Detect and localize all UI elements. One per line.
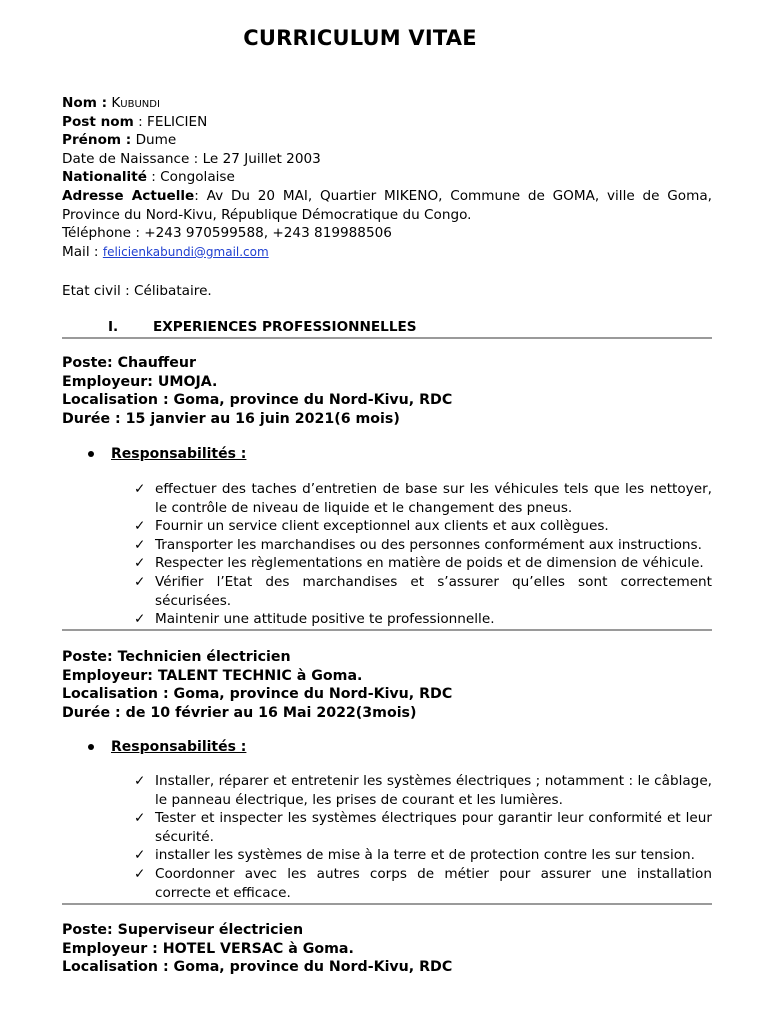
job-1-employeur: Employeur: UMOJA. [62,373,218,390]
job-2-resp-label: Responsabilités : [111,739,247,755]
naissance-line: Date de Naissance : Le 27 Juillet 2003 [62,150,321,167]
prenom-line [62,131,712,150]
job-2-localisation: Localisation : Goma, province du Nord-Kivu, RDC [62,686,453,703]
mail-line [62,243,712,262]
checkmark-icon: ✓ [134,518,146,535]
checkmark-icon: ✓ [134,847,146,864]
postnom-label: Post nom [62,113,134,130]
job-3-localisation: Localisation : Goma, province du Nord-Kivu, RDC [62,959,453,976]
adresse-value: : Av Du 20 MAI, Quartier MIKENO, Commune de GOMA, ville de Goma, Province du Nord-Kivu, République Démocratique du Congo. [62,187,712,223]
prenom-label: Prénom : [62,132,132,149]
bullet-icon [88,744,94,750]
checkmark-icon: ✓ [134,536,146,553]
job-2-duties-list [134,772,712,902]
section-title: EXPERIENCES PROFESSIONNELLES [153,319,417,335]
bullet-icon [88,451,94,457]
nom-line [62,94,712,113]
job-1-resp-label: Responsabilités : [111,446,247,462]
job-2-duree: Durée : de 10 février au 16 Mai 2022(3mois) [62,704,417,721]
email-link[interactable]: felicienkabundi@gmail.com [102,244,269,259]
nom-label: Nom : [62,95,108,111]
job-divider [62,903,712,905]
postnom-line [62,113,712,132]
list-item: ✓ Vérifier l’Etat des marchandises et s’assurer qu’elles sont correctement sécurisées. [134,573,712,609]
mail-label: Mail : [62,243,99,260]
document-title: CURRICULUM VITAE [243,26,477,50]
job-3-employeur: Employeur : HOTEL VERSAC à Goma. [62,940,354,957]
job-1-duties-list [134,480,712,629]
job-3-header [62,921,712,977]
job-1-header [62,354,712,428]
adresse-label: Adresse Actuelle [62,187,195,204]
etat-civil-line: Etat civil : Célibataire. [62,283,212,299]
personal-info [62,94,712,261]
list-item: ✓ effectuer des taches d’entretien de base sur les véhicules tels que les nettoyer, le contrôle de niveau de liquide et le changement des pneus. [134,481,712,516]
job-divider [62,629,712,631]
job-2-header [62,648,712,722]
job-2-employeur: Employeur: TALENT TECHNIC à Goma. [62,667,363,684]
job-1-localisation: Localisation : Goma, province du Nord-Kivu, RDC [62,392,453,409]
nom-value: Kubundi [111,95,160,111]
checkmark-icon: ✓ [134,481,146,497]
checkmark-icon: ✓ [134,773,146,789]
telephone-line: Téléphone : +243 970599588, +243 819988506 [62,225,392,242]
list-item: ✓ Tester et inspecter les systèmes électriques pour garantir leur conformité et leur sécurité. [134,810,712,845]
job-3-poste: Poste: Superviseur électricien [62,922,304,938]
list-item: ✓ Maintenir une attitude positive te professionnelle. [134,611,495,628]
prenom-value: Dume [135,132,177,149]
nationalite-line [62,168,712,187]
job-1-responsabilites [84,445,246,464]
job-1-duree: Durée : 15 janvier au 16 juin 2021(6 mois) [62,410,400,427]
list-item: ✓ Installer, réparer et entretenir les systèmes électriques ; notamment : le câblage, le panneau électrique, les prises de courant et les lumières. [134,773,712,808]
checkmark-icon: ✓ [134,555,146,572]
list-item: ✓ Coordonner avec les autres corps de métier pour assurer une installation correcte et efficace. [134,865,712,901]
list-item: ✓ installer les systèmes de mise à la terre et de protection contre les sur tension. [134,847,695,864]
nationalite-value: : Congolaise [151,169,235,186]
adresse-line [62,187,712,224]
job-2-poste: Poste: Technicien électricien [62,649,291,665]
checkmark-icon: ✓ [134,865,146,882]
list-item: ✓ Fournir un service client exceptionnel aux clients et aux collègues. [134,518,609,535]
list-item: ✓ Transporter les marchandises ou des personnes conformément aux instructions. [134,536,702,553]
checkmark-icon: ✓ [134,810,146,827]
postnom-value: : FELICIEN [138,113,208,130]
job-1-poste: Poste: Chauffeur [62,355,197,371]
nationalite-label: Nationalité [62,169,147,186]
checkmark-icon: ✓ [134,611,146,628]
list-item: ✓ Respecter les règlementations en matière de poids et de dimension de véhicule. [134,555,704,572]
section-divider [62,337,712,339]
section-number: I. [108,319,119,335]
checkmark-icon: ✓ [134,573,146,590]
job-2-responsabilites [84,738,246,757]
